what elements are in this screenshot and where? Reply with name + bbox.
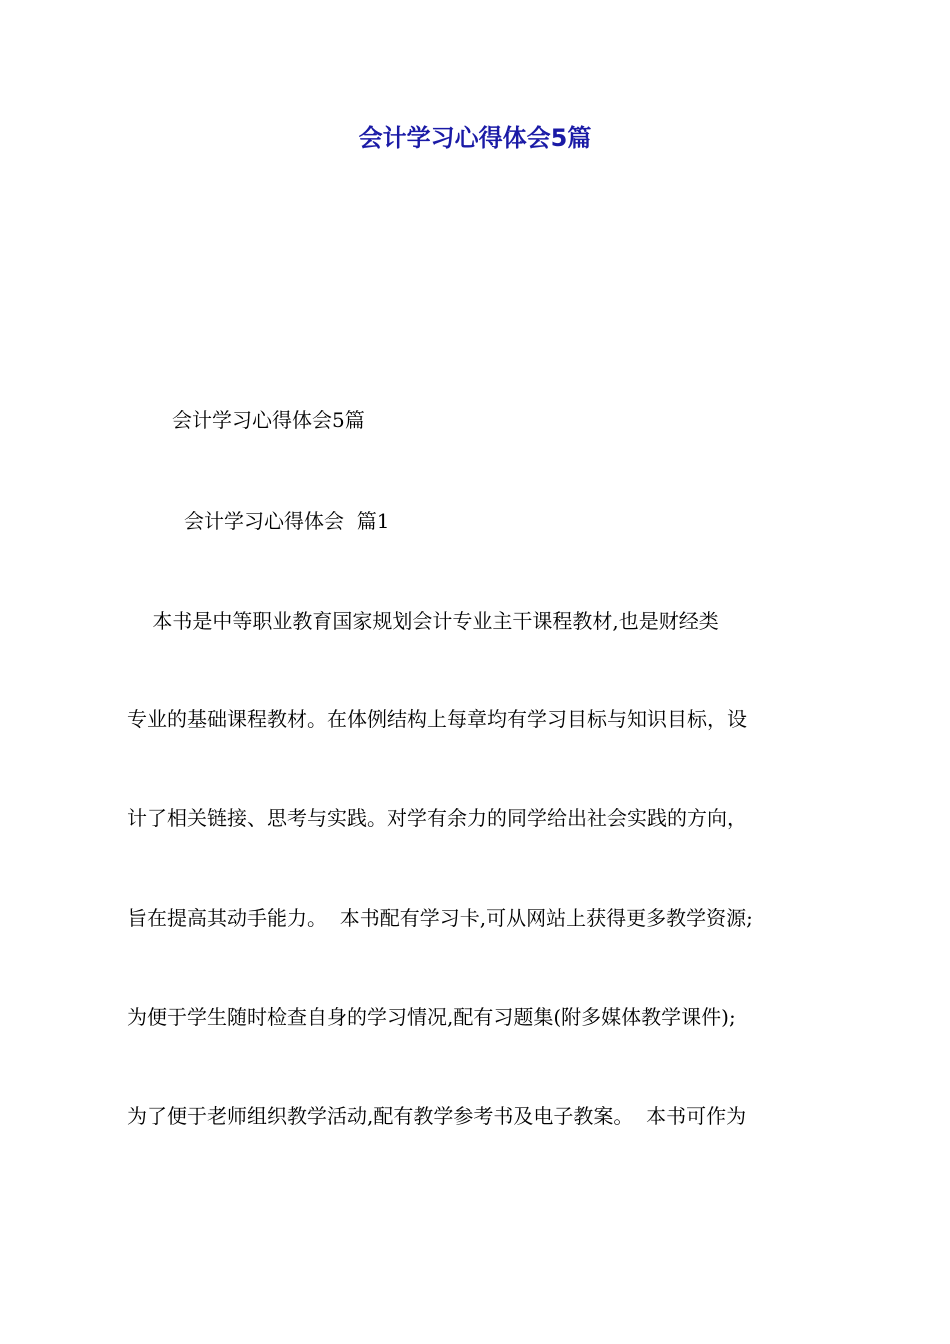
body-line: 本书是中等职业教育国家规划会计专业主干课程教材,也是财经类: [127, 609, 719, 633]
body-line: 计了相关链接、思考与实践。对学有余力的同学给出社会实践的方向，: [127, 806, 747, 830]
page-title: 会计学习心得体会5篇: [358, 124, 592, 152]
body-line: 为便于学生随时检查自身的学习情况,配有习题集(附多媒体教学课件);: [127, 1005, 736, 1029]
body-line: 旨在提高其动手能力。 本书配有学习卡,可从网站上获得更多教学资源;: [127, 906, 753, 930]
document-subtitle: 会计学习心得体会5篇: [172, 408, 365, 432]
section-heading: 会计学习心得体会 篇1: [184, 509, 390, 533]
body-line: 为了便于老师组织教学活动,配有教学参考书及电子教案。 本书可作为: [127, 1104, 747, 1128]
body-line: 专业的基础课程教材。在体例结构上每章均有学习目标与知识目标，设: [127, 707, 747, 731]
